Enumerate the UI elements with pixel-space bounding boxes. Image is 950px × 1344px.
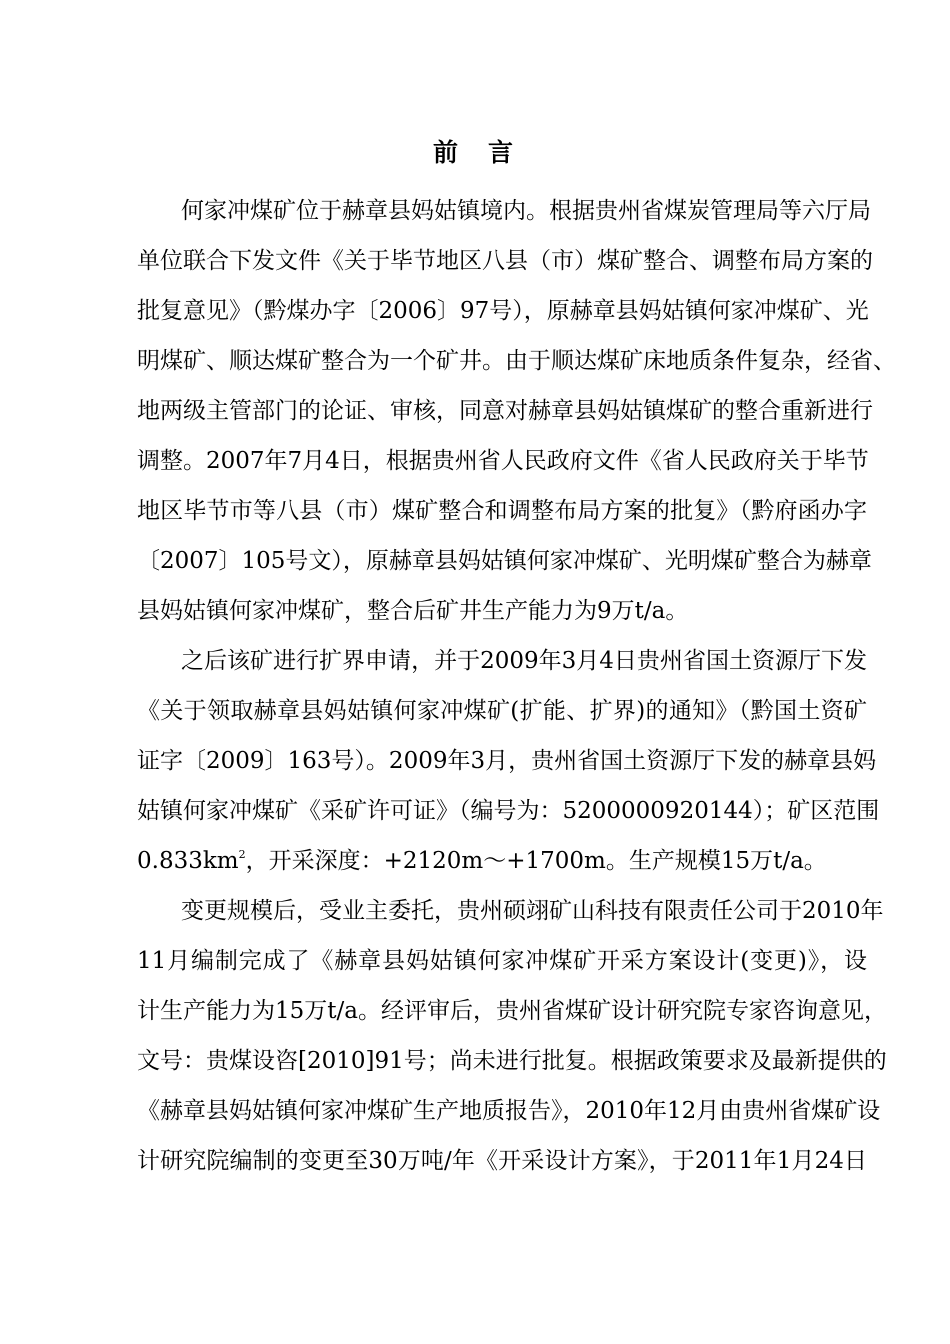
paragraph-line: 计生产能力为15万t/a。经评审后，贵州省煤矿设计研究院专家咨询意见， [137, 998, 887, 1024]
paragraph-line: 证字〔2009〕163号）。2009年3月，贵州省国土资源厅下发的赫章县妈 [137, 748, 877, 774]
paragraph-line: 单位联合下发文件《关于毕节地区八县（市）煤矿整合、调整布局方案的 [137, 248, 873, 274]
paragraph-line: 文号：贵煤设咨[2010]91号；尚未进行批复。根据政策要求及最新提供的 [137, 1048, 887, 1074]
paragraph-line: 变更规模后，受业主委托，贵州硕翊矿山科技有限责任公司于2010年 [181, 898, 884, 924]
paragraph-line: 地两级主管部门的论证、审核，同意对赫章县妈姑镇煤矿的整合重新进行 [137, 398, 873, 424]
area-value: 0.833km [137, 848, 239, 874]
page-title: 前言 [432, 138, 543, 167]
paragraph-line: 姑镇何家冲煤矿《采矿许可证》（编号为：5200000920144）；矿区范围 [137, 798, 880, 824]
area-unit-superscript: 2 [238, 848, 246, 861]
paragraph-line: 批复意见》（黔煤办字〔2006〕97号），原赫章县妈姑镇何家冲煤矿、光 [137, 298, 869, 324]
paragraph-line: 《赫章县妈姑镇何家冲煤矿生产地质报告》，2010年12月由贵州省煤矿设 [137, 1098, 881, 1124]
paragraph-line: 之后该矿进行扩界申请，并于2009年3月4日贵州省国土资源厅下发 [181, 648, 867, 674]
paragraph-line: 《关于领取赫章县妈姑镇何家冲煤矿(扩能、扩界)的通知》（黔国土资矿 [137, 698, 867, 724]
area-line-rest: ，开采深度：+2120m～+1700m。生产规模15万t/a。 [245, 848, 827, 874]
paragraph-line: 何家冲煤矿位于赫章县妈姑镇境内。根据贵州省煤炭管理局等六厅局 [181, 198, 871, 224]
paragraph-line: 计研究院编制的变更至30万吨/年《开采设计方案》，于2011年1月24日 [137, 1148, 867, 1174]
paragraph-line: 11月编制完成了《赫章县妈姑镇何家冲煤矿开采方案设计(变更)》，设 [137, 948, 867, 974]
paragraph-line: 明煤矿、顺达煤矿整合为一个矿井。由于顺达煤矿床地质条件复杂，经省、 [137, 348, 896, 374]
mining-area-line [137, 836, 867, 886]
paragraph-line: 〔2007〕105号文），原赫章县妈姑镇何家冲煤矿、光明煤矿整合为赫章 [137, 548, 872, 574]
paragraph-line: 调整。2007年7月4日，根据贵州省人民政府文件《省人民政府关于毕节 [137, 448, 869, 474]
paragraph-line: 县妈姑镇何家冲煤矿，整合后矿井生产能力为9万t/a。 [137, 598, 689, 624]
paragraph-line: 地区毕节市等八县（市）煤矿整合和调整布局方案的批复》（黔府函办字 [137, 498, 867, 524]
